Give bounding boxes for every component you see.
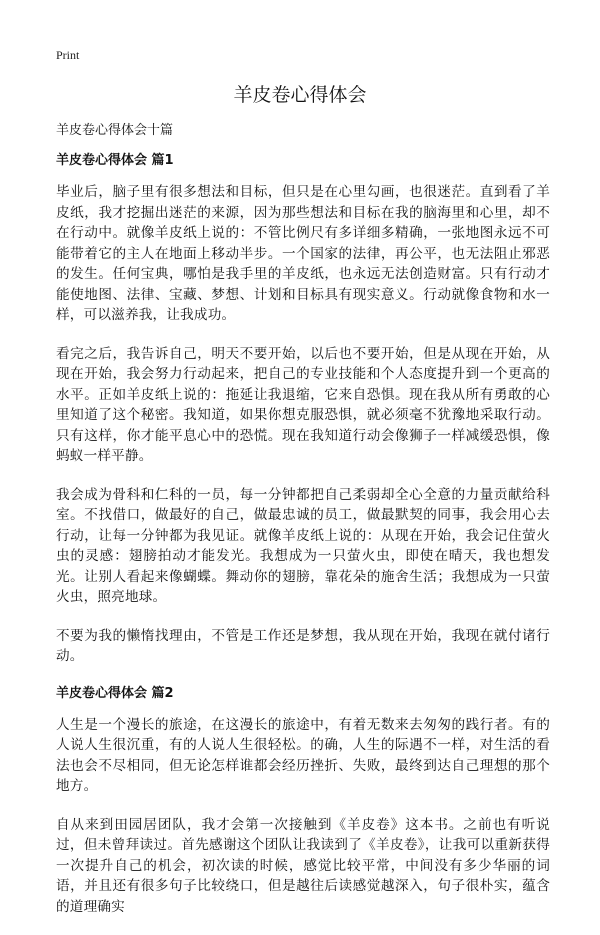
paragraph: 不要为我的懒惰找理由，不管是工作还是梦想，我从现在开始，我现在就付诸行动。 (56, 627, 550, 664)
document-subtitle: 羊皮卷心得体会十篇 (56, 123, 174, 138)
section-heading: 羊皮卷心得体会 篇1 (56, 153, 174, 168)
paragraph: 自从来到田园居团队，我才会第一次接触到《羊皮卷》这本书。之前也有听说过，但未曾拜读过。首先感谢这个团队让我读到了《羊皮卷》，让我可以重新获得一次提升自己的机会，初次读的时候，感觉比较平常，中间没有多少华丽的词语，并且还有很多句子比较绕口，但是越往后读感觉越深入，句子很朴实，蕴含的道理确实 (56, 816, 550, 915)
section-heading: 羊皮卷心得体会 篇2 (56, 685, 174, 701)
page-title: 羊皮卷心得体会 (233, 84, 367, 106)
paragraph: 人生是一个漫长的旅途，在这漫长的旅途中，有着无数来去匆匆的践行者。有的人说人生很沉重，有的人说人生很轻松。的确，人生的际遇不一样，对生活的看法也会不尽相同，但无论怎样谁都会经历挫折、失败，最终到达自己理想的那个地方。 (56, 716, 550, 794)
paragraph: 看完之后，我告诉自己，明天不要开始，以后也不要开始，但是从现在开始，从现在开始，我会努力行动起来，把自己的专业技能和个人态度提升到一个更高的水平。正如羊皮纸上说的：拖延让我退缩，它来自恐惧。现在我从所有勇敢的心里知道了这个秘密。我知道，如果你想克服恐惧，就必须毫不犹豫地采取行动。只有这样，你才能平息心中的恐慌。现在我知道行动会像狮子一样减缓恐惧，像蚂蚁一样平静。 (56, 345, 550, 464)
paragraph: 我会成为骨科和仁科的一员，每一分钟都把自己柔弱却全心全意的力量贡献给科室。不找借口，做最好的自己，做最忠诚的员工，做最默契的同事，我会用心去行动，让每一分钟都为我见证。就像羊皮纸上说的：从现在开始，我会记住萤火虫的灵感：翅膀拍动才能发光。我想成为一只萤火虫，即使在晴天，我也想发光。让别人看起来像蝴蝶。舞动你的翅膀，靠花朵的施舍生活；我想成为一只萤火虫，照亮地球。 (56, 486, 550, 605)
section-2 (56, 685, 550, 918)
print-link[interactable]: Print (56, 48, 80, 62)
document-body (56, 122, 550, 935)
section-1 (56, 152, 550, 667)
paragraph: 毕业后，脑子里有很多想法和目标，但只是在心里勾画，也很迷茫。直到看了羊皮纸，我才挖掘出迷茫的来源，因为那些想法和目标在我的脑海里和心里，却不在行动中。就像羊皮纸上说的：不管比例尺有多详细多精确，一张地图永远不可能带着它的主人在地面上移动半步。一个国家的法律，再公平，也无法阻止邪恶的发生。任何宝典，哪怕是我手里的羊皮纸，也永远无法创造财富。只有行动才能使地图、法律、宝藏、梦想、计划和目标具有现实意义。行动就像食物和水一样，可以滋养我，让我成功。 (56, 184, 550, 323)
